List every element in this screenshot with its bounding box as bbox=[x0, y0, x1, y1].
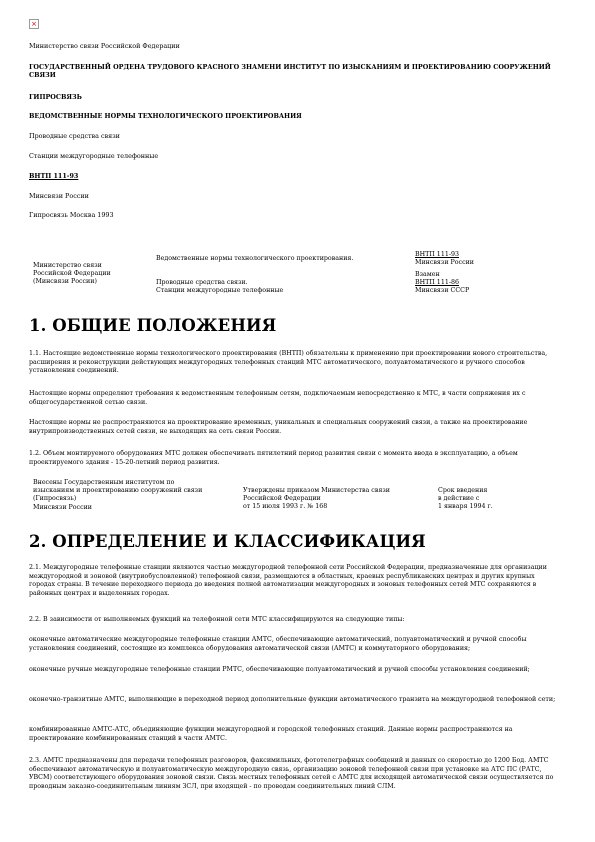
giprosvyaz-label: ГИПРОСВЯЗЬ bbox=[29, 93, 82, 101]
title-block-line: Минсвязи России bbox=[415, 259, 474, 267]
approval-effective bbox=[438, 487, 548, 512]
title-block-code bbox=[415, 251, 515, 267]
approval-line: в действие с bbox=[438, 495, 480, 503]
broken-image-icon: × bbox=[29, 19, 39, 29]
paragraph: оконечные автоматические междугородные телефонные станции АМТС, обеспечивающие автоматический, полуавтоматический и ручной способы установления соединений, состоящие из комплекса оборудования автоматической связи (АМТС) и коммутаторного оборудования; bbox=[29, 636, 527, 652]
title-block-line: ВНТП 111-86 bbox=[415, 279, 459, 287]
approval-line: Минсвязи России bbox=[33, 503, 92, 511]
subtitle-stations: Станции междугородные телефонные bbox=[29, 152, 159, 160]
norms-title: ВЕДОМСТВЕННЫЕ НОРМЫ ТЕХНОЛОГИЧЕСКОГО ПРОЕКТИРОВАНИЯ bbox=[29, 112, 302, 120]
ministry-line: Министерство связи Российской Федерации bbox=[29, 42, 180, 50]
paragraph: оконечные ручные междугородные телефонные станции РМТС, обеспечивающие полуавтоматический и ручной способы установления соединений; bbox=[29, 666, 530, 673]
paragraph: Настоящие нормы определяют требования к ведомственным телефонным сетям, подключаемым непосредственно к МТС, в части сопряжения их с общегосударственной сетью связи. bbox=[29, 390, 526, 406]
issuer: Минсвязи России bbox=[29, 192, 89, 200]
paragraph: 2.2. В зависимости от выполняемых функций на телефонной сети МТС классифицируются на следующие типы: bbox=[29, 616, 405, 623]
publisher: Гипросвязь Москва 1993 bbox=[29, 211, 114, 219]
approval-line: (Гипросвязь) bbox=[33, 495, 77, 503]
paragraph: комбинированные АМТС-АТС, объединяющие функции междугородной и городской телефонных станций. Данные нормы распространяются на проектирование комбинированных станций в части АМТС. bbox=[29, 726, 513, 742]
paragraph: 1.1. Настоящие ведомственные нормы технологического проектирования (ВНТП) обязательны к применению при проектировании нового строительства, расширения и реконструкции действующих междугородных телефонных станций МТС автоматического, полуавтоматического и ручного способов установления соединений. bbox=[29, 350, 548, 375]
subtitle-wired: Проводные средства связи bbox=[29, 132, 120, 140]
title-block-line: Министерство связи bbox=[33, 262, 102, 269]
approval-line: 1 января 1994 г. bbox=[438, 503, 493, 511]
approval-introduced bbox=[33, 479, 213, 512]
approval-order bbox=[243, 487, 423, 512]
title-block-norms: Ведомственные нормы технологического проектирования. bbox=[156, 255, 354, 262]
title-block-line: Станции междугородные телефонные bbox=[156, 287, 284, 295]
approval-line: Российской Федерации bbox=[243, 495, 321, 503]
paragraph: Настоящие нормы не распространяются на проектирование временных, уникальных и специальных сооружений связи, а также на проектирование внутрипроизводственных сетей связи, не выходящих на сеть связи России. bbox=[29, 419, 528, 435]
title-block-line: ВНТП 111-93 bbox=[415, 251, 459, 258]
title-block-replaces bbox=[415, 271, 515, 296]
title-block-line: Российской Федерации bbox=[33, 270, 111, 278]
approval-line: изысканиям и проектированию сооружений связи bbox=[33, 487, 203, 495]
approval-line: Внесены Государственным институтом по bbox=[33, 479, 175, 486]
approval-line: Срок введения bbox=[438, 487, 488, 494]
approval-line: от 15 июля 1993 г. № 168 bbox=[243, 503, 328, 511]
institute-name: ГОСУДАРСТВЕННЫЙ ОРДЕНА ТРУДОВОГО КРАСНОГО ЗНАМЕНИ ИНСТИТУТ ПО ИЗЫСКАНИЯМ И ПРОЕКТИРОВАНИЮ СООРУЖЕНИЙ СВЯЗИ bbox=[29, 63, 551, 80]
paragraph: 1.2. Объем монтируемого оборудования МТС должен обеспечивать пятилетний период развития связи с момента ввода в эксплуатацию, а объем проектируемого здания - 15-20-летний период развития. bbox=[29, 450, 518, 466]
paragraph: оконечно-транзитные АМТС, выполняющие в переходной период дополнительные функции автоматического транзита на междугородной телефонной сети; bbox=[29, 696, 556, 703]
title-block-line: Проводные средства связи. bbox=[156, 279, 248, 286]
title-block-line: (Минсвязи России) bbox=[33, 278, 97, 286]
section-1-heading: 1. ОБЩИЕ ПОЛОЖЕНИЯ bbox=[29, 316, 277, 335]
document-code: ВНТП 111-93 bbox=[29, 172, 79, 180]
section-2-heading: 2. ОПРЕДЕЛЕНИЕ И КЛАССИФИКАЦИЯ bbox=[29, 532, 426, 551]
paragraph: 2.1. Междугородные телефонные станции являются частью междугородной телефонной сети Российской Федерации, предназначенные для организации междугородной и зоновой (внутриобусловленной) телефонной связи, размещаются в областных, краевых республиканских центрах и других крупных городах страны. В течение переходного периода до введения полной автоматизации междугородных и зоновых телефонных сетей МТС сохраняются в районных центрах и выделенных городах. bbox=[29, 564, 547, 597]
title-block-ministry bbox=[33, 262, 143, 287]
paragraph: 2.3. АМТС предназначены для передачи телефонных разговоров, факсимильных, фототелеграфных сообщений и данных со скоростью до 1200 Бод. АМТС обеспечивают автоматическую и полуавтоматическую междугородную связь, организацию зоновой телефонной связи при установке на АТС ПС (РАТС, УВСМ) соответствующего оборудования зоновой связи. Связь местных телефонных сетей с АМТС для исходящей автоматической связи осуществляется по проводным заказно-соединительным линиям ЗСЛ, при входящей - по проводам соединительных линий СЛМ. bbox=[29, 757, 554, 790]
approval-line: Утверждены приказом Министерства связи bbox=[243, 487, 390, 494]
title-block-line: Минсвязи СССР bbox=[415, 287, 470, 295]
title-block-subject bbox=[156, 279, 406, 295]
title-block-line: Взамен bbox=[415, 271, 440, 278]
